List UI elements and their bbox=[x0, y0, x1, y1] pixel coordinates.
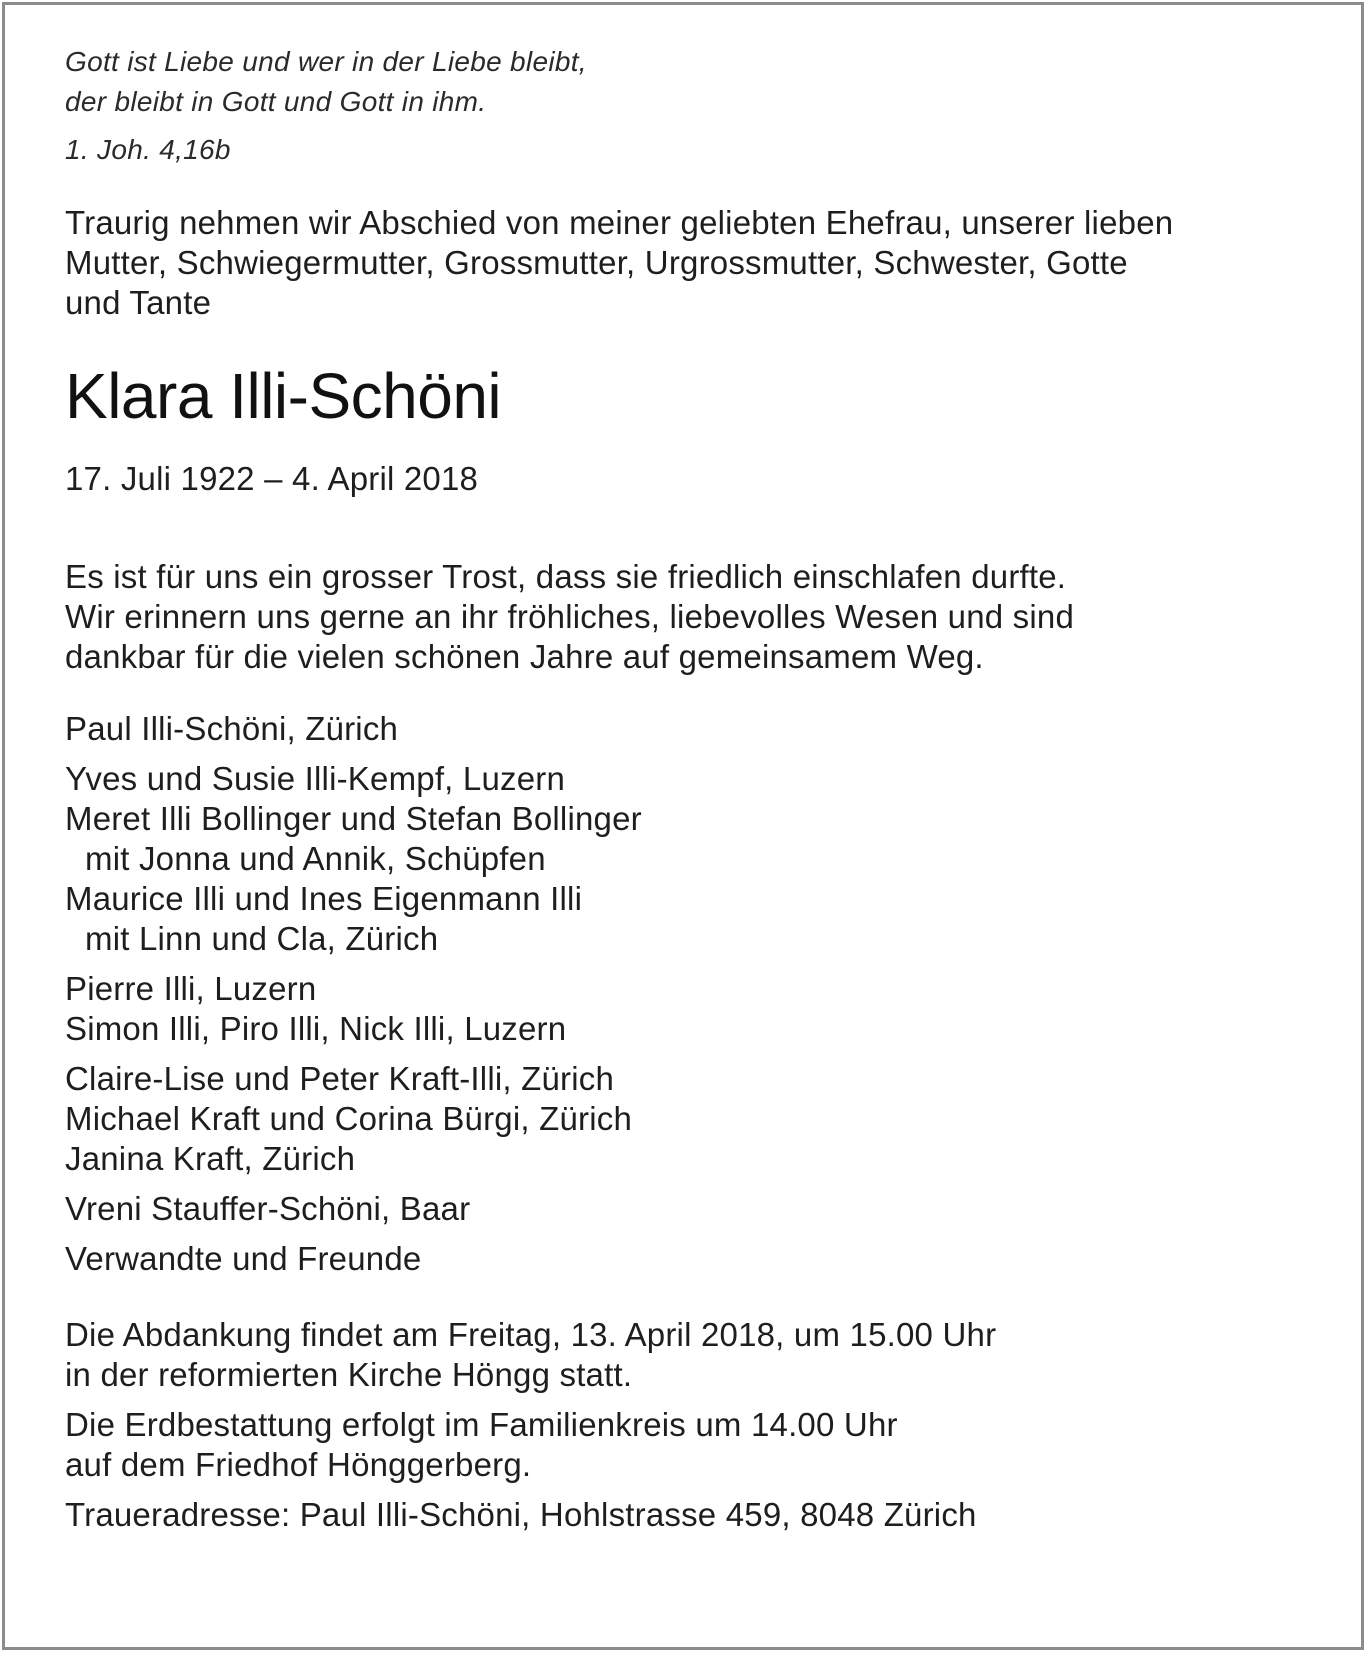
message-line-3: dankbar für die vielen schönen Jahre auf gemeinsamem Weg. bbox=[65, 638, 984, 675]
mourner-line: Janina Kraft, Zürich bbox=[65, 1140, 356, 1177]
message-line-2: Wir erinnern uns gerne an ihr fröhliches, liebevolles Wesen und sind bbox=[65, 598, 1075, 635]
burial-line-1: Die Erdbestattung erfolgt im Familienkreis um 14.00 Uhr bbox=[65, 1406, 898, 1443]
mourner-line: Vreni Stauffer-Schöni, Baar bbox=[65, 1190, 471, 1227]
life-dates: 17. Juli 1922 – 4. April 2018 bbox=[65, 460, 479, 497]
mourner-line: Pierre Illi, Luzern bbox=[65, 970, 317, 1007]
mourner-line: Claire-Lise und Peter Kraft-Illi, Zürich bbox=[65, 1060, 615, 1097]
intro-line-3: und Tante bbox=[65, 284, 212, 321]
mourning-address: Traueradresse: Paul Illi-Schöni, Hohlstrasse 459, 8048 Zürich bbox=[65, 1496, 977, 1533]
mourner-line: Verwandte und Freunde bbox=[65, 1240, 422, 1277]
motto-line-1: Gott ist Liebe und wer in der Liebe bleibt, bbox=[65, 46, 587, 77]
intro-line-2: Mutter, Schwiegermutter, Grossmutter, Urgrossmutter, Schwester, Gotte bbox=[65, 244, 1128, 281]
mourner-line: Paul Illi-Schöni, Zürich bbox=[65, 710, 399, 747]
mourner-line: Maurice Illi und Ines Eigenmann Illi bbox=[65, 880, 583, 917]
intro-line-1: Traurig nehmen wir Abschied von meiner geliebten Ehefrau, unserer lieben bbox=[65, 204, 1174, 241]
service-line-2: in der reformierten Kirche Höngg statt. bbox=[65, 1356, 633, 1393]
mourner-line: Meret Illi Bollinger und Stefan Bollinger bbox=[65, 800, 642, 837]
motto-line-2: der bleibt in Gott und Gott in ihm. bbox=[65, 86, 487, 117]
mourner-line: Yves und Susie Illi-Kempf, Luzern bbox=[65, 760, 566, 797]
service-line-1: Die Abdankung findet am Freitag, 13. April 2018, um 15.00 Uhr bbox=[65, 1316, 997, 1353]
mourner-line: Simon Illi, Piro Illi, Nick Illi, Luzern bbox=[65, 1010, 567, 1047]
burial-line-2: auf dem Friedhof Hönggerberg. bbox=[65, 1446, 532, 1483]
deceased-name: Klara Illi-Schöni bbox=[65, 360, 502, 432]
mourner-line: mit Linn und Cla, Zürich bbox=[85, 920, 439, 957]
motto-reference: 1. Joh. 4,16b bbox=[65, 134, 231, 165]
message-line-1: Es ist für uns ein grosser Trost, dass sie friedlich einschlafen durfte. bbox=[65, 558, 1067, 595]
mourner-line: Michael Kraft und Corina Bürgi, Zürich bbox=[65, 1100, 633, 1137]
mourner-line: mit Jonna und Annik, Schüpfen bbox=[85, 840, 546, 877]
